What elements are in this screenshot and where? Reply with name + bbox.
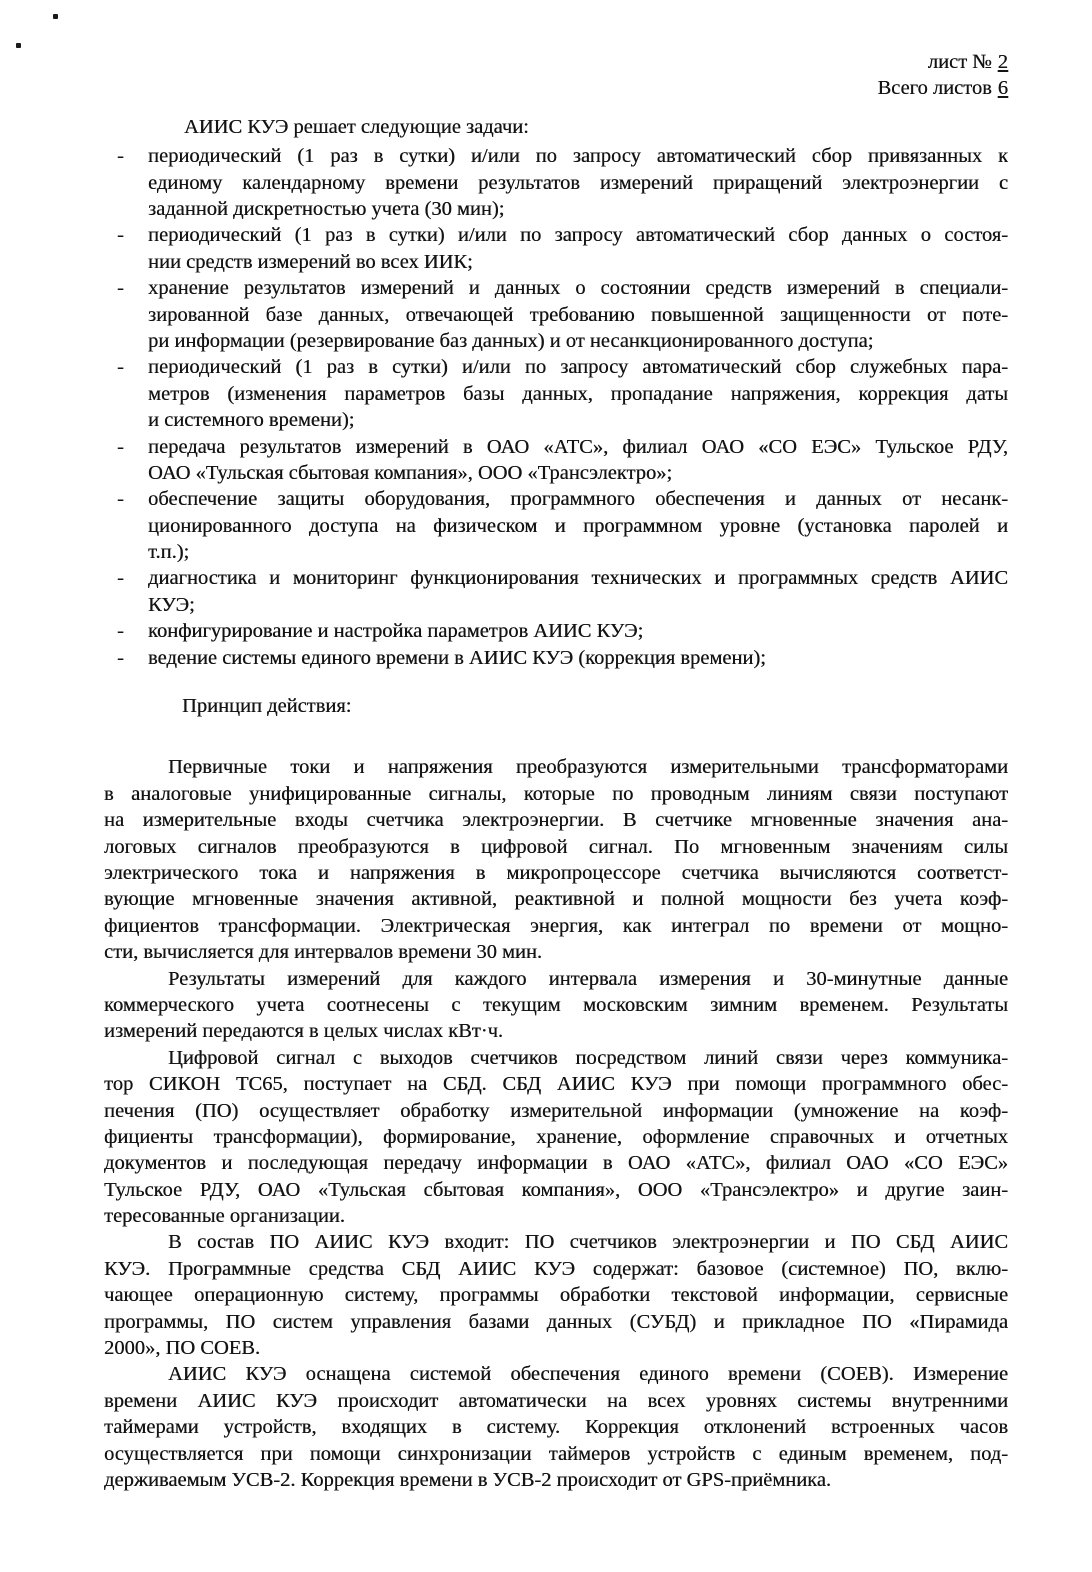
task-text <box>148 143 1008 222</box>
paragraph-line: осуществляется при помощи синхронизации таймеров устройств с единым временем, под- <box>104 1442 1008 1465</box>
paragraph-line: Первичные токи и напряжения преобразуются измерительными трансформаторами <box>168 756 1008 779</box>
task-text <box>148 486 1008 565</box>
task-line: периодический (1 раз в сутки) и/или по запросу автоматический сбор привязанных к <box>148 145 1008 168</box>
paragraph-line: на измерительные входы счетчика электроэнергии. В счетчике мгновенные значения ана- <box>104 809 1008 832</box>
bullet-dash-icon: - <box>117 646 124 669</box>
task-line: ционированного доступа на физическом и программном уровне (установка паролей и <box>148 514 1008 537</box>
task-line: обеспечение защиты оборудования, программного обеспечения и данных от несанк- <box>148 488 1008 511</box>
task-item <box>117 618 1008 644</box>
task-line: ри информации (резервирование баз данных) и от несанкционированного доступа; <box>148 329 874 352</box>
task-line: т.п.); <box>148 541 190 564</box>
task-text <box>148 354 1008 433</box>
paragraph-line: документов и последующая передачу информации в ОАО «АТС», филиал ОАО «СО ЕЭС» <box>104 1152 1008 1175</box>
task-text <box>148 222 1008 275</box>
principle-heading: Принцип действия: <box>182 695 352 718</box>
body-paragraphs <box>104 754 1008 1493</box>
paragraph-line: времени АИИС КУЭ происходит автоматически на всех уровнях системы внутренними <box>104 1389 1008 1412</box>
paragraph-line: логовых сигналов преобразуются в цифровой сигнал. По мгновенным значениям силы <box>104 835 1008 858</box>
task-item <box>117 434 1008 487</box>
task-line: периодический (1 раз в сутки) и/или по запросу автоматический сбор служебных пара- <box>148 356 1008 379</box>
task-text <box>148 618 1008 644</box>
task-line: заданной дискретностью учета (30 мин); <box>148 198 505 220</box>
paragraph-line: Тульское РДУ, ОАО «Тульская сбытовая компания», ООО «Трансэлектро» и другие заин- <box>104 1178 1008 1201</box>
bullet-dash-icon: - <box>117 567 124 590</box>
task-item <box>117 486 1008 565</box>
bullet-dash-icon: - <box>117 356 124 379</box>
bullet-dash-icon: - <box>117 277 124 300</box>
task-line: ОАО «Тульская сбытовая компания», ООО «Трансэлектро»; <box>148 461 673 484</box>
bullet-dash-icon: - <box>117 145 124 168</box>
task-text <box>148 565 1008 618</box>
paragraph-line: чающее операционную систему, программы обработки текстовой информации, сервисные <box>104 1284 1008 1307</box>
sheet-number-line <box>104 49 1008 75</box>
task-line: ведение системы единого времени в АИИС КУЭ (коррекция времени); <box>148 646 766 669</box>
task-item <box>117 222 1008 275</box>
total-sheets-value: 6 <box>997 77 1008 100</box>
paragraph-line: Цифровой сигнал с выходов счетчиков посредством линий связи через коммуника- <box>168 1046 1008 1069</box>
task-item <box>117 354 1008 433</box>
paragraph-line: 2000», ПО СОЕВ. <box>104 1337 261 1360</box>
scan-speck <box>16 43 21 48</box>
task-item <box>117 143 1008 222</box>
paragraph-line: коммерческого учета соотнесены с текущим московским зимним временем. Результаты <box>104 993 1008 1016</box>
task-line: и системного времени); <box>148 409 355 432</box>
bullet-dash-icon: - <box>117 620 124 643</box>
paragraph-line: фициентов трансформации. Электрическая энергия, как интеграл по времени от мощно- <box>104 914 1008 937</box>
paragraph-line: КУЭ. Программные средства СБД АИИС КУЭ содержат: базовое (системное) ПО, вклю- <box>104 1257 1008 1280</box>
paragraph <box>104 1229 1008 1361</box>
task-item <box>117 565 1008 618</box>
task-line: метров (изменения параметров базы данных, пропадание напряжения, коррекция даты <box>148 382 1008 405</box>
task-line: КУЭ; <box>148 593 195 616</box>
paragraph-line: в аналоговые унифицированные сигналы, которые по проводным линиям связи поступают <box>104 782 1008 805</box>
task-text <box>148 645 1008 671</box>
task-text <box>148 434 1008 487</box>
task-line: передача результатов измерений в ОАО «АТС», филиал ОАО «СО ЕЭС» Тульское РДУ, <box>148 435 1008 458</box>
paragraph-line: В состав ПО АИИС КУЭ входит: ПО счетчиков электроэнергии и ПО СБД АИИС <box>168 1231 1008 1254</box>
paragraph-line: тор СИКОН ТС65, поступает на СБД. СБД АИИС КУЭ при помощи программного обес- <box>104 1073 1008 1096</box>
paragraph-line: вующие мгновенные значения активной, реактивной и полной мощности без учета коэф- <box>104 888 1008 911</box>
sheet-number-label: лист № <box>927 51 992 73</box>
paragraph-line: АИИС КУЭ оснащена системой обеспечения единого времени (СОЕВ). Измерение <box>168 1363 1008 1386</box>
task-line: диагностика и мониторинг функционирования технических и программных средств АИИС <box>148 567 1008 590</box>
task-text <box>148 275 1008 354</box>
scan-speck <box>53 14 58 19</box>
bullet-dash-icon: - <box>117 224 124 247</box>
bullet-dash-icon: - <box>117 435 124 458</box>
sheet-number-value: 2 <box>997 51 1008 73</box>
paragraph-line: держиваемым УСВ-2. Коррекция времени в УСВ-2 происходит от GPS-приёмника. <box>104 1468 831 1491</box>
task-line: нии средств измерений во всех ИИК; <box>148 250 473 273</box>
total-sheets-label: Всего листов <box>877 77 992 100</box>
task-line: хранение результатов измерений и данных о состоянии средств измерений в специали- <box>148 277 1008 300</box>
paragraph-line: измерений передаются в целых числах кВт·ч. <box>104 1020 504 1043</box>
paragraph <box>104 966 1008 1045</box>
task-line: конфигурирование и настройка параметров АИИС КУЭ; <box>148 620 644 643</box>
tasks-heading: АИИС КУЭ решает следующие задачи: <box>184 115 529 138</box>
paragraph-line: программы, ПО систем управления базами данных (СУБД) и прикладное ПО «Пирамида <box>104 1310 1008 1333</box>
sheet-header <box>104 49 1008 102</box>
bullet-dash-icon: - <box>117 488 124 511</box>
task-item <box>117 645 1008 671</box>
total-sheets-line <box>104 75 1008 101</box>
task-list <box>117 143 1008 671</box>
paragraph <box>104 1045 1008 1230</box>
paragraph-line: печения (ПО) осуществляет обработку измерительной информации (умножение на коэф- <box>104 1099 1008 1122</box>
task-line: периодический (1 раз в сутки) и/или по запросу автоматический сбор данных о состоя- <box>148 224 1008 247</box>
paragraph <box>104 754 1008 965</box>
task-item <box>117 275 1008 354</box>
paragraph-line: электрического тока и напряжения в микропроцессоре счетчика вычисляются соответст- <box>104 862 1008 884</box>
paragraph-line: фициенты трансформации), формирование, хранение, оформление справочных и отчетных <box>104 1125 1008 1148</box>
paragraph-line: тересованные организации. <box>104 1205 345 1228</box>
paragraph-line: Результаты измерений для каждого интервала измерения и 30-минутные данные <box>168 967 1008 990</box>
paragraph-line: сти, вычисляется для интервалов времени 30 мин. <box>104 941 542 964</box>
task-line: зированной базе данных, отвечающей требованию повышенной защищенности от поте- <box>148 303 1008 326</box>
task-line: единому календарному времени результатов измерений приращений электроэнергии с <box>148 171 1008 194</box>
paragraph <box>104 1361 1008 1493</box>
paragraph-line: таймерами устройств, входящих в систему. Коррекция отклонений встроенных часов <box>104 1416 1008 1439</box>
